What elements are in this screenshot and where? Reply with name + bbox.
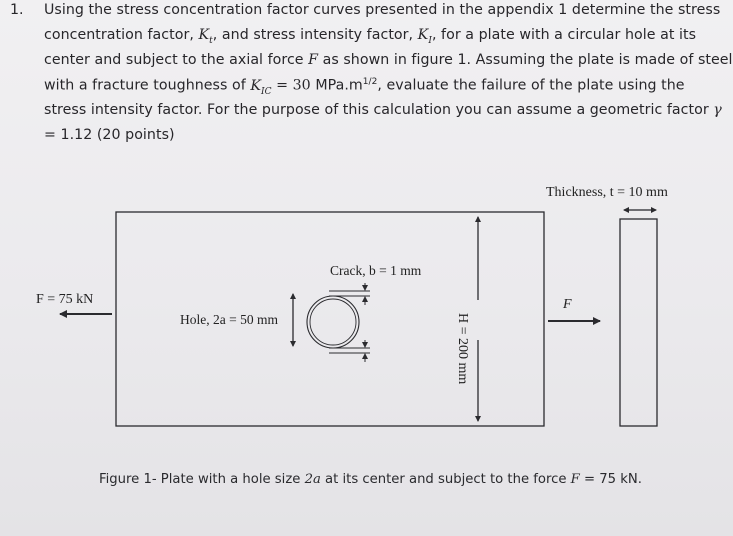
line-4-part-b: , evaluate the failure of the plate using the — [377, 77, 685, 94]
line-4-part-a: with a fracture toughness of — [44, 77, 251, 94]
force-symbol: F — [308, 52, 319, 68]
ki-k: K — [417, 27, 429, 43]
question-number: 1. — [10, 2, 24, 18]
line-1-text: Using the stress concentration factor curves presented in the appendix 1 determine the stress — [44, 2, 721, 18]
caption-hole-size: 2a — [304, 472, 321, 487]
caption-part-a: Figure 1- Plate with a hole size — [99, 472, 305, 487]
gamma-symbol: γ — [713, 102, 722, 118]
force-label: F = 75 kN — [36, 292, 94, 307]
kt-k: K — [198, 27, 210, 43]
line-2-part-a: concentration factor, — [44, 27, 199, 43]
hole-circle — [307, 296, 359, 348]
line-3-part-a: center and subject to the axial force — [44, 52, 309, 68]
caption-force: F — [570, 472, 580, 487]
kic-equals: = 30 — [271, 77, 316, 94]
line-3-part-b: as shown in figure 1. Assuming the plate is made of steel — [318, 52, 733, 68]
hole-label: Hole, 2a = 50 mm — [180, 312, 278, 327]
side-view-plate — [620, 219, 657, 426]
line-2-part-b: , and stress intensity factor, — [212, 27, 418, 43]
figure-caption — [99, 472, 642, 487]
line-5-part-a: stress intensity factor. For the purpose of this calculation you can assume a geometric factor — [44, 102, 714, 118]
side-force-label: F — [563, 297, 572, 312]
height-label: H = 200 mm — [455, 313, 470, 385]
line-6-text: = 1.12 (20 points) — [44, 127, 175, 143]
ki-sub: I — [428, 35, 432, 46]
crack-label: Crack, b = 1 mm — [330, 263, 422, 278]
thickness-label: Thickness, t = 10 mm — [546, 185, 668, 200]
kt-sub: t — [209, 35, 213, 46]
kic-sub: IC — [261, 86, 272, 97]
kic-unit: MPa.m — [315, 77, 363, 94]
kic-k: K — [250, 77, 261, 94]
caption-part-b: at its center and subject to the force — [320, 472, 571, 487]
kic-unit-exponent: 1/2 — [362, 77, 378, 87]
hole-circle-inner — [310, 299, 356, 345]
line-2-part-c: , for a plate with a circular hole at its — [431, 27, 697, 43]
caption-part-c: = 75 kN. — [579, 472, 642, 487]
